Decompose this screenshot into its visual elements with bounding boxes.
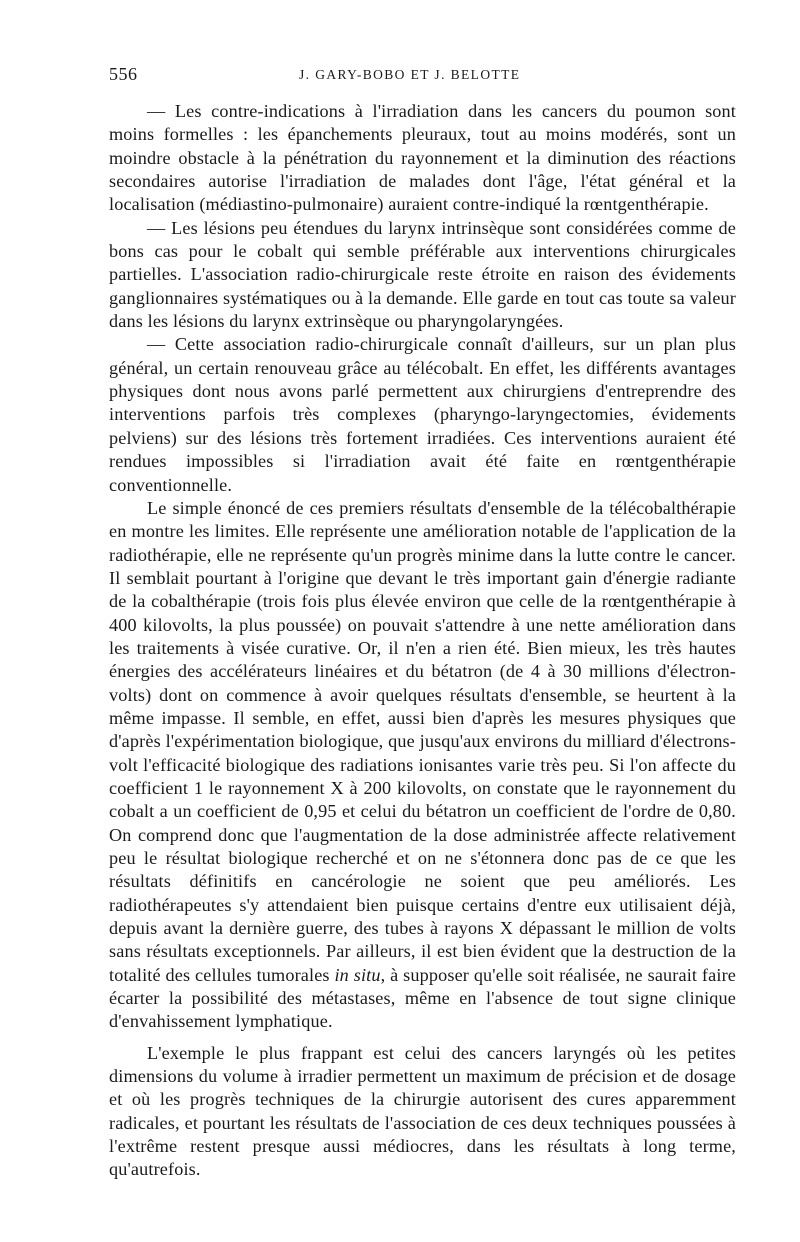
paragraph-results-limits-part-2: , à supposer qu'elle soit réalisée, ne saurait faire écarter la possibilité des métastases, même en l'absence de tout signe clinique d'envahissement lymphatique.: [109, 964, 736, 1032]
paragraph-results-limits-part-1: Le simple énoncé de ces premiers résultats d'ensemble de la télécobalthérapie en montre les limites. Elle représente une amélioration notable de l'application de la radiothérapie, elle ne représente qu'un progrès minime dans la lutte contre le cancer. Il semblait pourtant à l'origine que devant le très important gain d'énergie radiante de la cobalthérapie (trois fois plus élevée environ que celle de la rœntgenthérapie à 400 kilovolts, la plus poussée) on pouvait s'attendre à une nette amélioration dans les traitements à visée curative. Or, il n'en a rien été. Bien mieux, les très hautes énergies des accélérateurs linéaires et du bétatron (de 4 à 30 millions d'électron-volts) dont on commence à avoir quelques résultats d'ensemble, se heurtent à la même impasse. Il semble, en effet, aussi bien d'après les mesures physiques que d'après l'expérimentation biologique, que jusqu'aux environs du milliard d'électrons-volt l'efficacité biologique des radiations ionisantes varie très peu. Si l'on affecte du coefficient 1 le rayonnement X à 200 kilovolts, on constate que le rayonnement du cobalt a un coefficient de 0,95 et celui du bétatron un coefficient de l'ordre de 0,80. On comprend donc que l'augmentation de la dose administrée affecte relativement peu le résultat biologique recherché et on ne s'étonnera donc pas de ce que les résultats définitifs en cancérologie ne soient que peu améliorés. Les radiothérapeutes s'y attendaient bien puisque certains d'entre eux utilisaient déjà, depuis avant la dernière guerre, des tubes à rayons X dépassant le million de volts sans résultats exceptionnels. Par ailleurs, il est bien évident que la destruction de la totalité des cellules tumorales: [109, 497, 736, 985]
body-text: [109, 100, 736, 1182]
paragraph-larynx-lesions: — Les lésions peu étendues du larynx intrinsèque sont considérées comme de bons cas pour le cobalt qui semble préférable aux interventions chirurgicales partielles. L'association radio-chirurgicale reste étroite en raison des évidements ganglionnaires systématiques ou à la demande. Elle garde en tout cas toute sa valeur dans les lésions du larynx extrinsèque ou pharyngolaryngées.: [109, 217, 736, 332]
paragraph-laryngeal-example: L'exemple le plus frappant est celui des cancers laryngés où les petites dimensions du volume à irradier permettent un maximum de précision et de dosage et où les progrès techniques de la chirurgie autorisent des cures apparemment radicales, et pourtant les résultats de l'association de ces deux techniques poussées à l'extrême restent presque aussi médiocres, dans les résultats à long terme, qu'autrefois.: [109, 1042, 736, 1180]
running-head: J. GARY-BOBO ET J. BELOTTE: [299, 67, 521, 82]
page-number: 556: [109, 64, 138, 84]
paragraph-results-limits: [109, 497, 736, 1034]
page-header: [109, 64, 736, 94]
italic-in-situ: in situ: [334, 964, 381, 985]
document-page: [109, 64, 736, 1182]
paragraph-radio-surgical-association: — Cette association radio-chirurgicale connaît d'ailleurs, sur un plan plus général, un certain renouveau grâce au télécobalt. En effet, les différents avantages physiques dont nous avons parlé permettent aux chirurgiens d'entreprendre des interventions parfois très complexes (pharyngo-laryngectomies, évidements pelviens) sur des lésions très fortement irradiées. Ces interventions auraient été rendues impossibles si l'irradiation avait été faite en rœntgenthérapie conventionnelle.: [109, 334, 736, 495]
paragraph-lung-contraindications: — Les contre-indications à l'irradiation dans les cancers du poumon sont moins formelles : les épanchements pleuraux, tout au moins modérés, sont un moindre obstacle à la pénétration du rayonnement et la diminution des réactions secondaires autorise l'irradiation de malades dont l'âge, l'état général et la localisation (médiastino-pulmonaire) auraient contre-indiqué la rœntgenthérapie.: [109, 101, 736, 215]
